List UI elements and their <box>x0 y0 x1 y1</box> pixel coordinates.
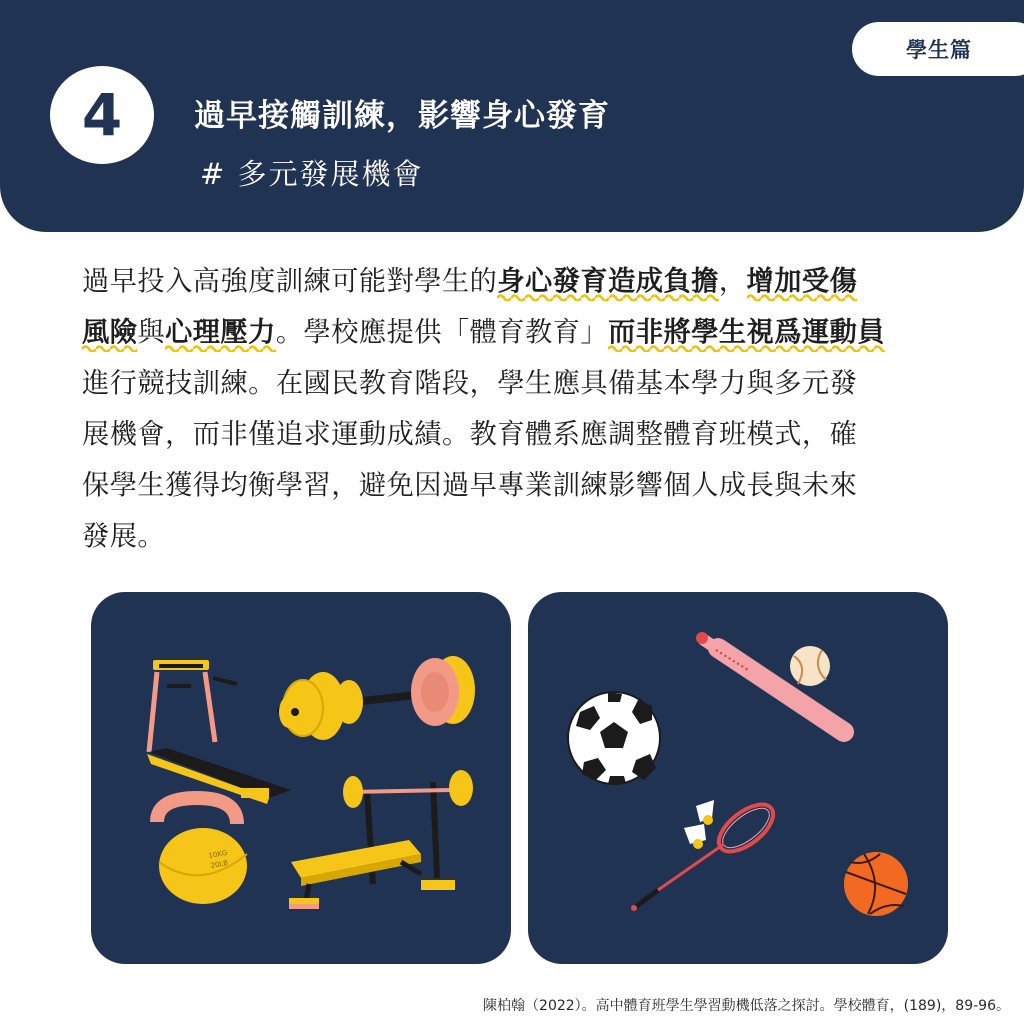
category-tag: 學生篇 <box>852 22 1024 76</box>
body-line-3: 進行競技訓練。在國民教育階段，學生應具備基本學力與多元發 <box>82 368 858 399</box>
body-line-4: 展機會，而非僅追求運動成績。教育體系應調整體育班模式，確 <box>82 419 858 450</box>
svg-text:10KG: 10KG <box>207 848 228 860</box>
gym-equipment-panel <box>91 592 511 964</box>
body-text-span: 與 <box>137 317 166 348</box>
page-subtitle: # 多元發展機會 <box>200 157 424 191</box>
weight-bench-icon <box>289 770 473 909</box>
body-line-1 <box>82 256 962 307</box>
body-line-6: 發展。 <box>82 521 166 552</box>
body-text-span: ， <box>718 266 747 297</box>
header-banner <box>0 0 1024 232</box>
section-number: 4 <box>50 66 154 164</box>
basketball-icon <box>844 852 908 916</box>
svg-text:20LB: 20LB <box>209 859 229 870</box>
shuttlecock-icon <box>684 800 714 849</box>
barbell-icon <box>279 656 475 740</box>
body-text-span: 過早投入高強度訓練可能對學生的 <box>82 266 498 297</box>
body-paragraph <box>82 256 962 562</box>
highlight-text: 風險 <box>82 317 137 352</box>
body-line-5: 保學生獲得均衡學習，避免因過早專業訓練影響個人成長與未來 <box>82 470 858 501</box>
soccer-ball-icon <box>568 692 660 784</box>
highlight-text: 而非將學生視爲運動員 <box>608 317 885 352</box>
highlight-text: 增加受傷 <box>747 266 858 301</box>
highlight-text: 身心發育造成負擔 <box>497 266 719 301</box>
highlight-text: 心理壓力 <box>165 317 276 352</box>
sports-panel <box>528 592 948 964</box>
baseball-icon <box>790 646 830 686</box>
body-text-span: 。學校應提供「體育教育」 <box>275 317 609 348</box>
kettlebell-icon <box>157 798 247 904</box>
citation-text: 陳柏翰（2022）。高中體育班學生學習動機低落之探討。學校體育，(189)，89-96。 <box>483 998 1010 1014</box>
treadmill-icon <box>147 660 291 804</box>
page-title: 過早接觸訓練，影響身心發育 <box>194 98 610 134</box>
body-line-2 <box>82 307 962 358</box>
